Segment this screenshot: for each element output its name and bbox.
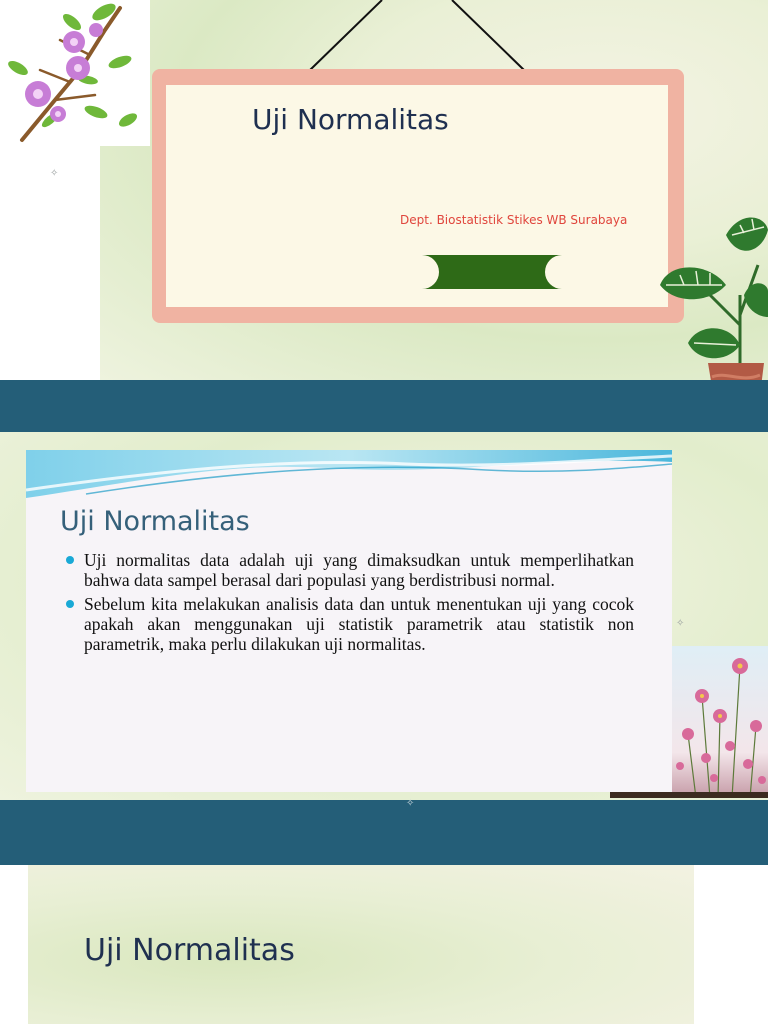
green-pill-shape [414, 253, 570, 291]
slide-3 [0, 865, 768, 1024]
potted-plant-icon [640, 205, 768, 380]
slide-separator [0, 380, 768, 432]
slide-1-subtitle: Dept. Biostatistik Stikes WB Surabaya [400, 213, 628, 227]
sparkle-icon: ✧ [50, 168, 59, 179]
slide-1 [0, 0, 768, 380]
bullet-text: Uji normalitas data adalah uji yang dimaksudkan untuk memperlihatkan bahwa data sampel berasal dari populasi yang berdistribusi normal. [84, 550, 634, 590]
blossom-branch-icon [0, 0, 150, 146]
slide-1-title: Uji Normalitas [252, 103, 449, 136]
bullet-dot-icon [66, 600, 74, 608]
sparkle-icon: ✧ [406, 798, 415, 809]
title-frame [152, 69, 684, 323]
cosmos-flowers-icon [610, 646, 768, 798]
slide-2 [0, 432, 768, 800]
list-item [62, 594, 634, 654]
slide-separator [0, 800, 768, 865]
wave-banner-icon [26, 450, 672, 506]
bullet-list [62, 550, 634, 658]
slide-2-title: Uji Normalitas [60, 506, 250, 537]
sparkle-icon: ✧ [676, 618, 685, 629]
title-frame-inner [166, 85, 668, 307]
hanging-string [300, 0, 540, 72]
bullet-text: Sebelum kita melakukan analisis data dan untuk menentukan uji yang cocok apakah akan menggunakan uji statistik parametrik atau statistik non parametrik, maka perlu dilakukan uji normalitas. [84, 594, 634, 654]
slide-3-title: Uji Normalitas [84, 933, 295, 968]
content-card [26, 450, 672, 792]
bullet-dot-icon [66, 556, 74, 564]
list-item [62, 550, 634, 590]
